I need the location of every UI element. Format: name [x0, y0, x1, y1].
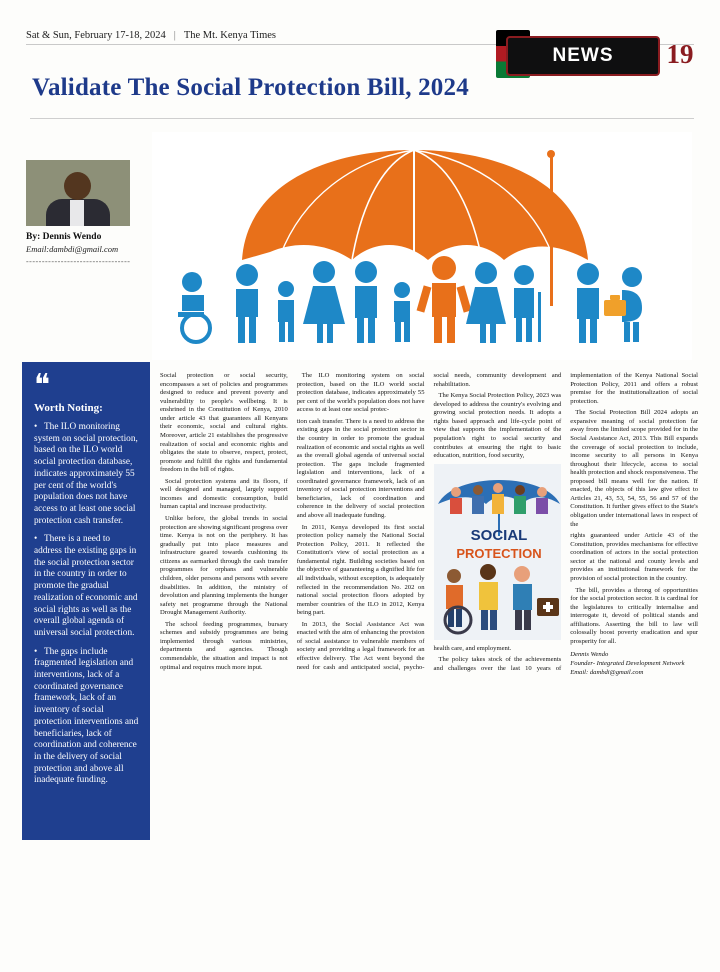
paragraph: Social protection or social security, encompasses a set of policies and programmes designed to reduce and prevent poverty and vulnerability to people's wellbeing. It is enshrined in the Constitution of Kenya, 2010 under article 43 that guarantees all Kenyans their economic, social and cultural rights. Moreover, article 21 establishes the progressive realization of social and economic rights and obligates the state to observe, respect, protect, promote and fulfill the rights and fundamental freedom in the bill of rights. — [160, 372, 288, 474]
author-signature — [570, 651, 698, 677]
paragraph: In 2013, the Social Assistance Act was enacted with the aim of enhancing the provision of social assistance to vulnerable members of society and providing a legal framework for an effective delivery. The Act went beyond the need for cash and anticipated social, psycho-social needs, community development and rehabilitation. — [296, 372, 562, 671]
paragraph: health care, and employment. — [433, 644, 512, 652]
masthead-publication: The Mt. Kenya Times — [183, 29, 276, 41]
sidebar-item: • The gaps include fragmented legislation and interventions, lack of a coordinated governance framework, lack of an inventory of social protection interventions and beneficiaries, lack of coordination and coherence in the delivery of social protection and above all inadequate funding. — [34, 646, 139, 786]
paragraph: tion cash transfer. There is a need to address the existing gaps in the social protection sector in the country in order to promote the gradual realization of economic and social rights as well as the overall global agenda of universal social protection. The gaps include fragmented legislation and interventions, lack of a coordinated governance framework, lack of an inventory of social protection interventions and beneficiaries, lack of coordination and coherence in the delivery of social protection and above all inadequate funding. — [296, 417, 425, 519]
sidebar-item: • The ILO monitoring system on social protection, based on the ILO world social protection database, indicates approximately 55 per cent of the world's population does not have access to at least one social protection cash transfer. — [34, 422, 138, 526]
paragraph: The bill, provides a throng of opportunities for the social protection sector. It is cardinal for the legislatures to critically internalise and interrogate it, devoid of political stands and affiliations. Asserting the bill to law will colossally boost poverty eradication and spur prosperity for all. — [570, 586, 698, 645]
hero-illustration — [152, 132, 692, 360]
sidebar-item-text: The ILO monitoring system on social protection, based on the ILO world social protection database, indicates approximately 55 per cent of the world's population does not have access to at least one social protection cash transfer. — [34, 422, 138, 526]
signature-name: Dennis Wendo — [570, 651, 609, 659]
author-block — [26, 160, 146, 266]
sidebar-item: • There is a need to address the existing gaps in the social protection sector in the country in order to promote the gradual realization of economic and social rights as well as the overall global agenda of universal social protection. — [34, 534, 138, 638]
author-email: Email:dambdi@gmail.com — [26, 244, 119, 254]
author-byline: By: Dennis Wendo — [26, 232, 102, 242]
signature-email: Email: dambdi@gmail.com — [570, 668, 644, 676]
signature-role: Founder- Integrated Development Network — [570, 660, 685, 667]
author-photo — [26, 160, 130, 226]
sidebar-item-text: There is a need to address the existing gaps in the social protection sector in the country in order to promote the gradual realization of economic and social rights as well as the overall global agenda of universal social protection. — [34, 534, 138, 638]
sidebar-title: Worth Noting: — [34, 402, 103, 414]
page-title: Validate The Social Protection Bill, 2024 — [32, 74, 469, 101]
paragraph: The school feeding programmes, bursary schemes and subsidy programmes are being implemented through various ministries, departments and agencies. Though commendable, the situation and impact is not optimal and requires much more input. — [160, 620, 288, 671]
paragraph: The policy takes stock of the achievements and challenges over the last 10 years of implementation of the Kenya National Social Protection Policy, 2011 and offers a robust premise for the institutionalization of social protection. — [433, 372, 698, 672]
masthead-date: Sat & Sun, February 17-18, 2024 — [26, 29, 166, 41]
paragraph: The Kenya Social Protection Policy, 2023 was developed to address the country's evolving and growing social protection needs. It adopts a rights based approach and life-cycle point of view that supports the implementation of the population's right to social security and contributes at ensuring the right to basic education, nutrition, food security, — [433, 392, 562, 460]
article-body — [160, 372, 698, 954]
paragraph: Social protection systems and its floors, if well designed and managed, largely support incomes and domestic consumption, build human capital and increase productivity. — [160, 477, 288, 511]
paragraph: rights guaranteed under Article 43 of the Constitution, provides mechanisms for effective coordination of actors in the social protection sector at the national and county levels and provides an institutional framework for the provision of social protection in the country. — [570, 532, 698, 582]
svg-text:PROTECTION: PROTECTION — [455, 545, 542, 561]
paragraph: The ILO monitoring system on social protection, based on the ILO world social protection database, indicates approximately 55 per cent of the world's population does not have access to at least one social protec- — [296, 372, 425, 414]
social-protection-figure — [434, 464, 562, 640]
worth-noting-sidebar — [22, 362, 150, 840]
quote-icon: ❝ — [34, 369, 51, 402]
masthead-separator: | — [173, 29, 176, 41]
sidebar-item-text: The gaps include fragmented legislation and interventions, lack of a coordinated governance framework, lack of an inventory of social protection interventions and beneficiaries, lack of coordination and coherence in the delivery of social protection and above all inadequate funding. — [34, 646, 139, 786]
page-number: 19 — [666, 38, 694, 69]
section-badge — [506, 36, 660, 76]
umbrella-people-icon — [152, 132, 692, 360]
author-rule: --------------------------------- — [26, 257, 131, 266]
social-protection-illustration-icon — [434, 464, 562, 640]
paragraph: In 2011, Kenya developed its first social protection policy namely the National Social Protection Policy, 2011. It reflected the Constitution's view of social protection as a fundamental right. Building societies based on the objective of guaranteeing a dignified life for all individuals, without exception, is adequately reflected in the recommendation No. 202 on national social protection floors adopted by member countries of the ILO in 2012, Kenya being part. — [296, 523, 425, 617]
headline-rule — [30, 118, 694, 119]
svg-text:SOCIAL: SOCIAL — [470, 526, 527, 544]
section-label: NEWS — [552, 45, 614, 66]
paragraph: Unlike before, the global trends in social protection are showing significant progress over time. Kenya is not on the periphery. It has gradually put into place measures and infrastructure geared towards cushioning its citizens as earmarked through the cash transfer programmes for orphans and vulnerable children, older persons and persons with severe disabilities. In addition, the ministry of devolution and planning implements the hunger safety net programme through the National Drought Management Authority. — [160, 515, 288, 617]
paragraph: The Social Protection Bill 2024 adopts an expansive meaning of social protection far away from the limited scope provided for in the Social Assistance Act, 2013. This Bill expands the coverage of social protection to include, income security to all persons in Kenya throughout their lifecycle, access to social health protection and shock responsiveness. The proposed bill means well for the nation. If enacted, the objects of this law give effect to Articles 21, 43, 53, 54, 55, 56 and 57 of the Constitution. It further gives effect to the State's obligation under international laws in respect of the — [570, 409, 698, 528]
